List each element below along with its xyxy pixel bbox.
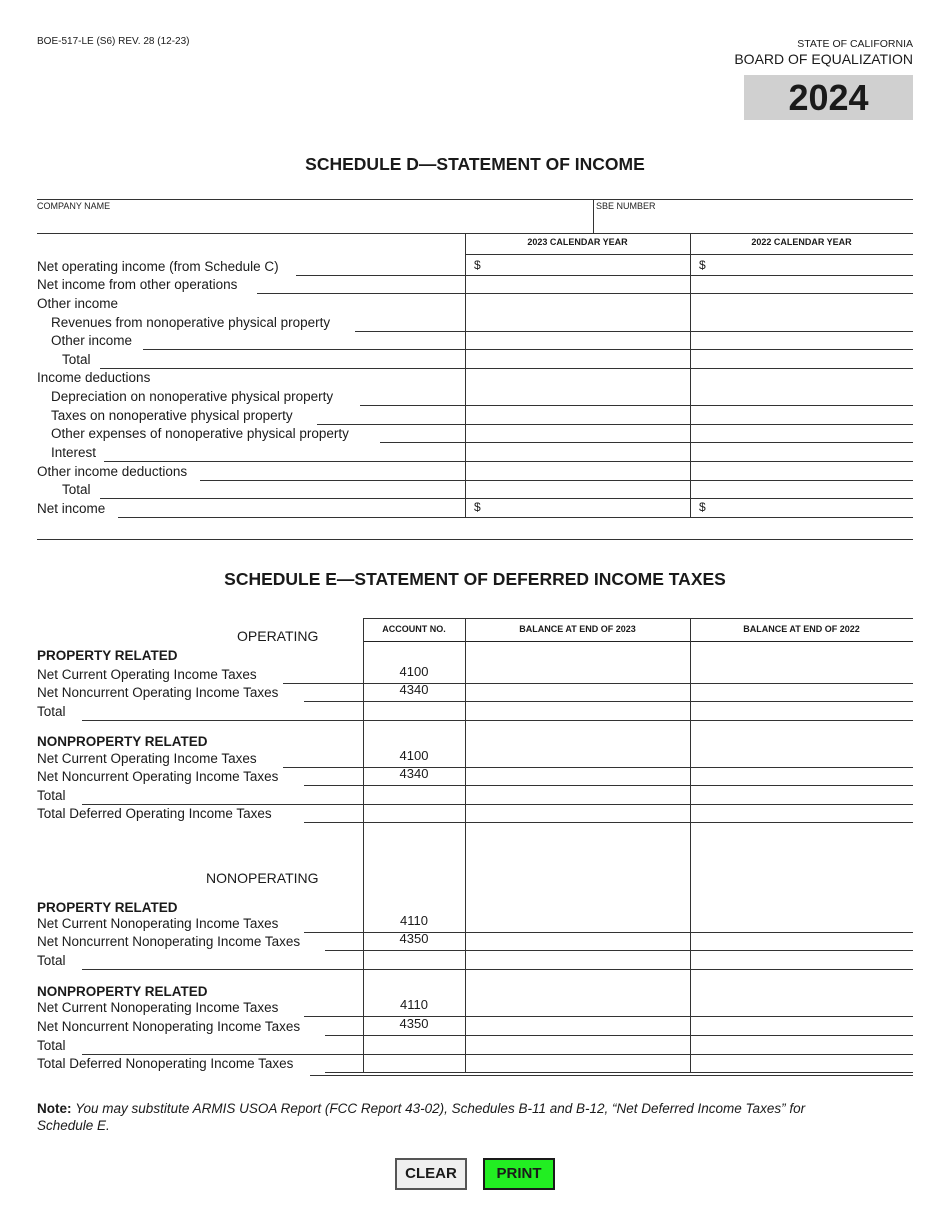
- leader-line: [82, 1054, 363, 1055]
- leader-line: [257, 293, 465, 294]
- balance-2022-field[interactable]: [692, 1036, 911, 1053]
- sbe-number-label: SBE NUMBER: [596, 201, 656, 211]
- leader-line: [200, 480, 465, 481]
- income-row-label: Net income: [37, 501, 106, 516]
- balance-2023-field[interactable]: [467, 933, 688, 949]
- form-code: BOE-517-LE (S6) REV. 28 (12-23): [37, 36, 190, 47]
- balance-2022-field[interactable]: [692, 933, 911, 949]
- year-box: 2024: [744, 75, 913, 120]
- divider: [37, 233, 913, 234]
- income-row-label: Total: [62, 482, 91, 497]
- income-2022-field[interactable]: [692, 443, 911, 460]
- deferred-row-label: Net Noncurrent Operating Income Taxes: [37, 769, 279, 784]
- row-line: [363, 1072, 913, 1073]
- balance-2022-field[interactable]: [692, 684, 911, 700]
- deferred-row-label: Net Current Nonoperating Income Taxes: [37, 916, 279, 931]
- leader-line: [317, 424, 465, 425]
- income-2023-field[interactable]: [467, 443, 688, 460]
- account-number: 4340: [399, 766, 429, 781]
- deferred-row-label: Net Noncurrent Nonoperating Income Taxes: [37, 1019, 301, 1034]
- balance-2023-field[interactable]: [467, 1036, 688, 1053]
- divider: [310, 1075, 913, 1076]
- account-number: 4110: [400, 913, 428, 928]
- deferred-row-label: Net Current Operating Income Taxes: [37, 751, 257, 766]
- leader-line: [283, 767, 363, 768]
- leader-line: [104, 461, 465, 462]
- balance-2023-field[interactable]: [467, 1017, 688, 1034]
- balance-2023-field[interactable]: [467, 749, 688, 766]
- deferred-row-label: Total Deferred Nonoperating Income Taxes: [37, 1056, 294, 1071]
- leader-line: [380, 442, 465, 443]
- note-prefix: Note:: [37, 1101, 72, 1116]
- balance-2023-field[interactable]: [467, 1055, 688, 1071]
- currency-symbol: $: [474, 258, 481, 272]
- schedule-e-title: SCHEDULE E—STATEMENT OF DEFERRED INCOME TAXES: [224, 569, 726, 589]
- income-2022-field[interactable]: [692, 499, 911, 516]
- balance-2022-field[interactable]: [692, 702, 911, 719]
- leader-line: [325, 1072, 363, 1073]
- income-2022-field[interactable]: [692, 256, 911, 274]
- leader-line: [304, 785, 363, 786]
- row-line: [465, 517, 913, 518]
- leader-line: [118, 517, 465, 518]
- divider: [37, 199, 913, 200]
- state-label: STATE OF CALIFORNIA: [797, 38, 913, 50]
- note-text: You may substitute ARMIS USOA Report (FCC Report 43-02), Schedules B-11 and B-12, “Net Deferred Income Taxes” for Schedule E.: [37, 1101, 806, 1133]
- balance-2023-field[interactable]: [467, 998, 688, 1015]
- leader-line: [304, 932, 363, 933]
- property-related-heading: PROPERTY RELATED: [37, 648, 178, 663]
- income-row-label: Other income: [51, 333, 133, 348]
- deferred-row-label: Total: [37, 704, 66, 719]
- balance-2022-field[interactable]: [692, 665, 911, 682]
- leader-line: [100, 498, 465, 499]
- income-2023-field[interactable]: [467, 425, 688, 441]
- balance-2023-field[interactable]: [467, 914, 688, 931]
- income-2023-field[interactable]: [467, 462, 688, 479]
- note: [37, 1100, 837, 1134]
- income-2023-field[interactable]: [467, 256, 688, 274]
- balance-2022-field[interactable]: [692, 951, 911, 968]
- divider: [465, 254, 913, 255]
- income-row-label: Revenues from nonoperative physical property: [51, 315, 331, 330]
- income-2023-field[interactable]: [467, 332, 688, 348]
- deferred-row-label: Total: [37, 788, 66, 803]
- balance-2023-field[interactable]: [467, 684, 688, 700]
- leader-line: [296, 275, 465, 276]
- clear-button[interactable]: CLEAR: [395, 1158, 467, 1190]
- income-2022-field[interactable]: [692, 387, 911, 404]
- income-2022-field[interactable]: [692, 406, 911, 423]
- income-row-label: Total: [62, 352, 91, 367]
- divider: [37, 539, 913, 540]
- balance-2022-field[interactable]: [692, 998, 911, 1015]
- deferred-row-label: Total: [37, 1038, 66, 1053]
- income-2023-field[interactable]: [467, 313, 688, 330]
- income-2022-field[interactable]: [692, 350, 911, 367]
- deferred-row-label: Net Current Operating Income Taxes: [37, 667, 257, 682]
- property-related-heading: PROPERTY RELATED: [37, 900, 178, 915]
- col-account-header: ACCOUNT NO.: [382, 624, 446, 634]
- income-2022-field[interactable]: [692, 313, 911, 330]
- balance-2023-field[interactable]: [467, 951, 688, 968]
- col-balance-2023-header: BALANCE AT END OF 2023: [519, 624, 636, 634]
- deferred-row-label: Net Current Nonoperating Income Taxes: [37, 1000, 279, 1015]
- print-button[interactable]: PRINT: [483, 1158, 555, 1190]
- balance-2023-field[interactable]: [467, 665, 688, 682]
- col-2023-header: 2023 CALENDAR YEAR: [527, 237, 628, 247]
- row-line: [363, 720, 913, 721]
- deferred-row-label: Net Noncurrent Nonoperating Income Taxes: [37, 934, 301, 949]
- currency-symbol: $: [474, 500, 481, 514]
- income-row-label: Income deductions: [37, 370, 151, 385]
- divider: [363, 641, 913, 642]
- col-balance-2022-header: BALANCE AT END OF 2022: [743, 624, 860, 634]
- account-number: 4350: [399, 1016, 429, 1031]
- income-2023-field[interactable]: [467, 499, 688, 516]
- deferred-row-label: Total Deferred Operating Income Taxes: [37, 806, 272, 821]
- company-name-field[interactable]: [38, 213, 590, 232]
- balance-2022-field[interactable]: [692, 786, 911, 803]
- currency-symbol: $: [699, 258, 706, 272]
- income-row-label: Depreciation on nonoperative physical property: [51, 389, 334, 404]
- leader-line: [304, 701, 363, 702]
- leader-line: [325, 950, 363, 951]
- operating-heading: OPERATING: [237, 628, 319, 644]
- income-2023-field[interactable]: [467, 276, 688, 292]
- leader-line: [143, 349, 465, 350]
- income-row-label: Other expenses of nonoperative physical property: [51, 426, 349, 441]
- row-line: [465, 368, 913, 369]
- income-2022-field[interactable]: [692, 332, 911, 348]
- balance-2022-field[interactable]: [692, 1055, 911, 1071]
- leader-line: [355, 331, 465, 332]
- income-row-label: Net income from other operations: [37, 277, 238, 292]
- col-2022-header: 2022 CALENDAR YEAR: [751, 237, 852, 247]
- account-number: 4100: [399, 748, 429, 763]
- balance-2022-field[interactable]: [692, 914, 911, 931]
- leader-line: [82, 720, 363, 721]
- account-number: 4350: [399, 931, 429, 946]
- divider: [465, 618, 466, 1072]
- divider: [690, 618, 691, 1072]
- board-label: BOARD OF EQUALIZATION: [734, 51, 913, 67]
- balance-2023-field[interactable]: [467, 702, 688, 719]
- leader-line: [325, 1035, 363, 1036]
- deferred-row-label: Net Noncurrent Operating Income Taxes: [37, 685, 279, 700]
- currency-symbol: $: [699, 500, 706, 514]
- balance-2022-field[interactable]: [692, 1017, 911, 1034]
- balance-2023-field[interactable]: [467, 768, 688, 784]
- income-2022-field[interactable]: [692, 462, 911, 479]
- income-2022-field[interactable]: [692, 425, 911, 441]
- account-number: 4100: [399, 664, 429, 679]
- deferred-row-label: Total: [37, 953, 66, 968]
- row-line: [363, 822, 913, 823]
- balance-2022-field[interactable]: [692, 805, 911, 821]
- income-2023-field[interactable]: [467, 481, 688, 497]
- row-line: [363, 969, 913, 970]
- income-2023-field[interactable]: [467, 406, 688, 423]
- leader-line: [283, 683, 363, 684]
- income-2022-field[interactable]: [692, 276, 911, 292]
- income-2023-field[interactable]: [467, 350, 688, 367]
- divider: [363, 618, 913, 619]
- income-row-label: Interest: [51, 445, 97, 460]
- income-row-label: Net operating income (from Schedule C): [37, 259, 279, 274]
- leader-line: [304, 822, 363, 823]
- income-row-label: Other income: [37, 296, 119, 311]
- balance-2023-field[interactable]: [467, 805, 688, 821]
- income-2022-field[interactable]: [692, 481, 911, 497]
- leader-line: [304, 1016, 363, 1017]
- nonoperating-heading: NONOPERATING: [206, 870, 319, 886]
- leader-line: [82, 804, 363, 805]
- schedule-d-title: SCHEDULE D—STATEMENT OF INCOME: [305, 154, 645, 174]
- leader-line: [360, 405, 465, 406]
- balance-2022-field[interactable]: [692, 749, 911, 766]
- leader-line: [82, 969, 363, 970]
- income-row-label: Other income deductions: [37, 464, 188, 479]
- income-row-label: Taxes on nonoperative physical property: [51, 408, 293, 423]
- sbe-number-field[interactable]: [597, 213, 911, 232]
- account-number: 4340: [399, 682, 429, 697]
- income-2023-field[interactable]: [467, 387, 688, 404]
- leader-line: [100, 368, 465, 369]
- account-number: 4110: [400, 997, 428, 1012]
- balance-2023-field[interactable]: [467, 786, 688, 803]
- row-line: [465, 293, 913, 294]
- nonproperty-related-heading: NONPROPERTY RELATED: [37, 984, 208, 999]
- nonproperty-related-heading: NONPROPERTY RELATED: [37, 734, 208, 749]
- divider: [593, 199, 594, 233]
- company-name-label: COMPANY NAME: [37, 201, 111, 211]
- balance-2022-field[interactable]: [692, 768, 911, 784]
